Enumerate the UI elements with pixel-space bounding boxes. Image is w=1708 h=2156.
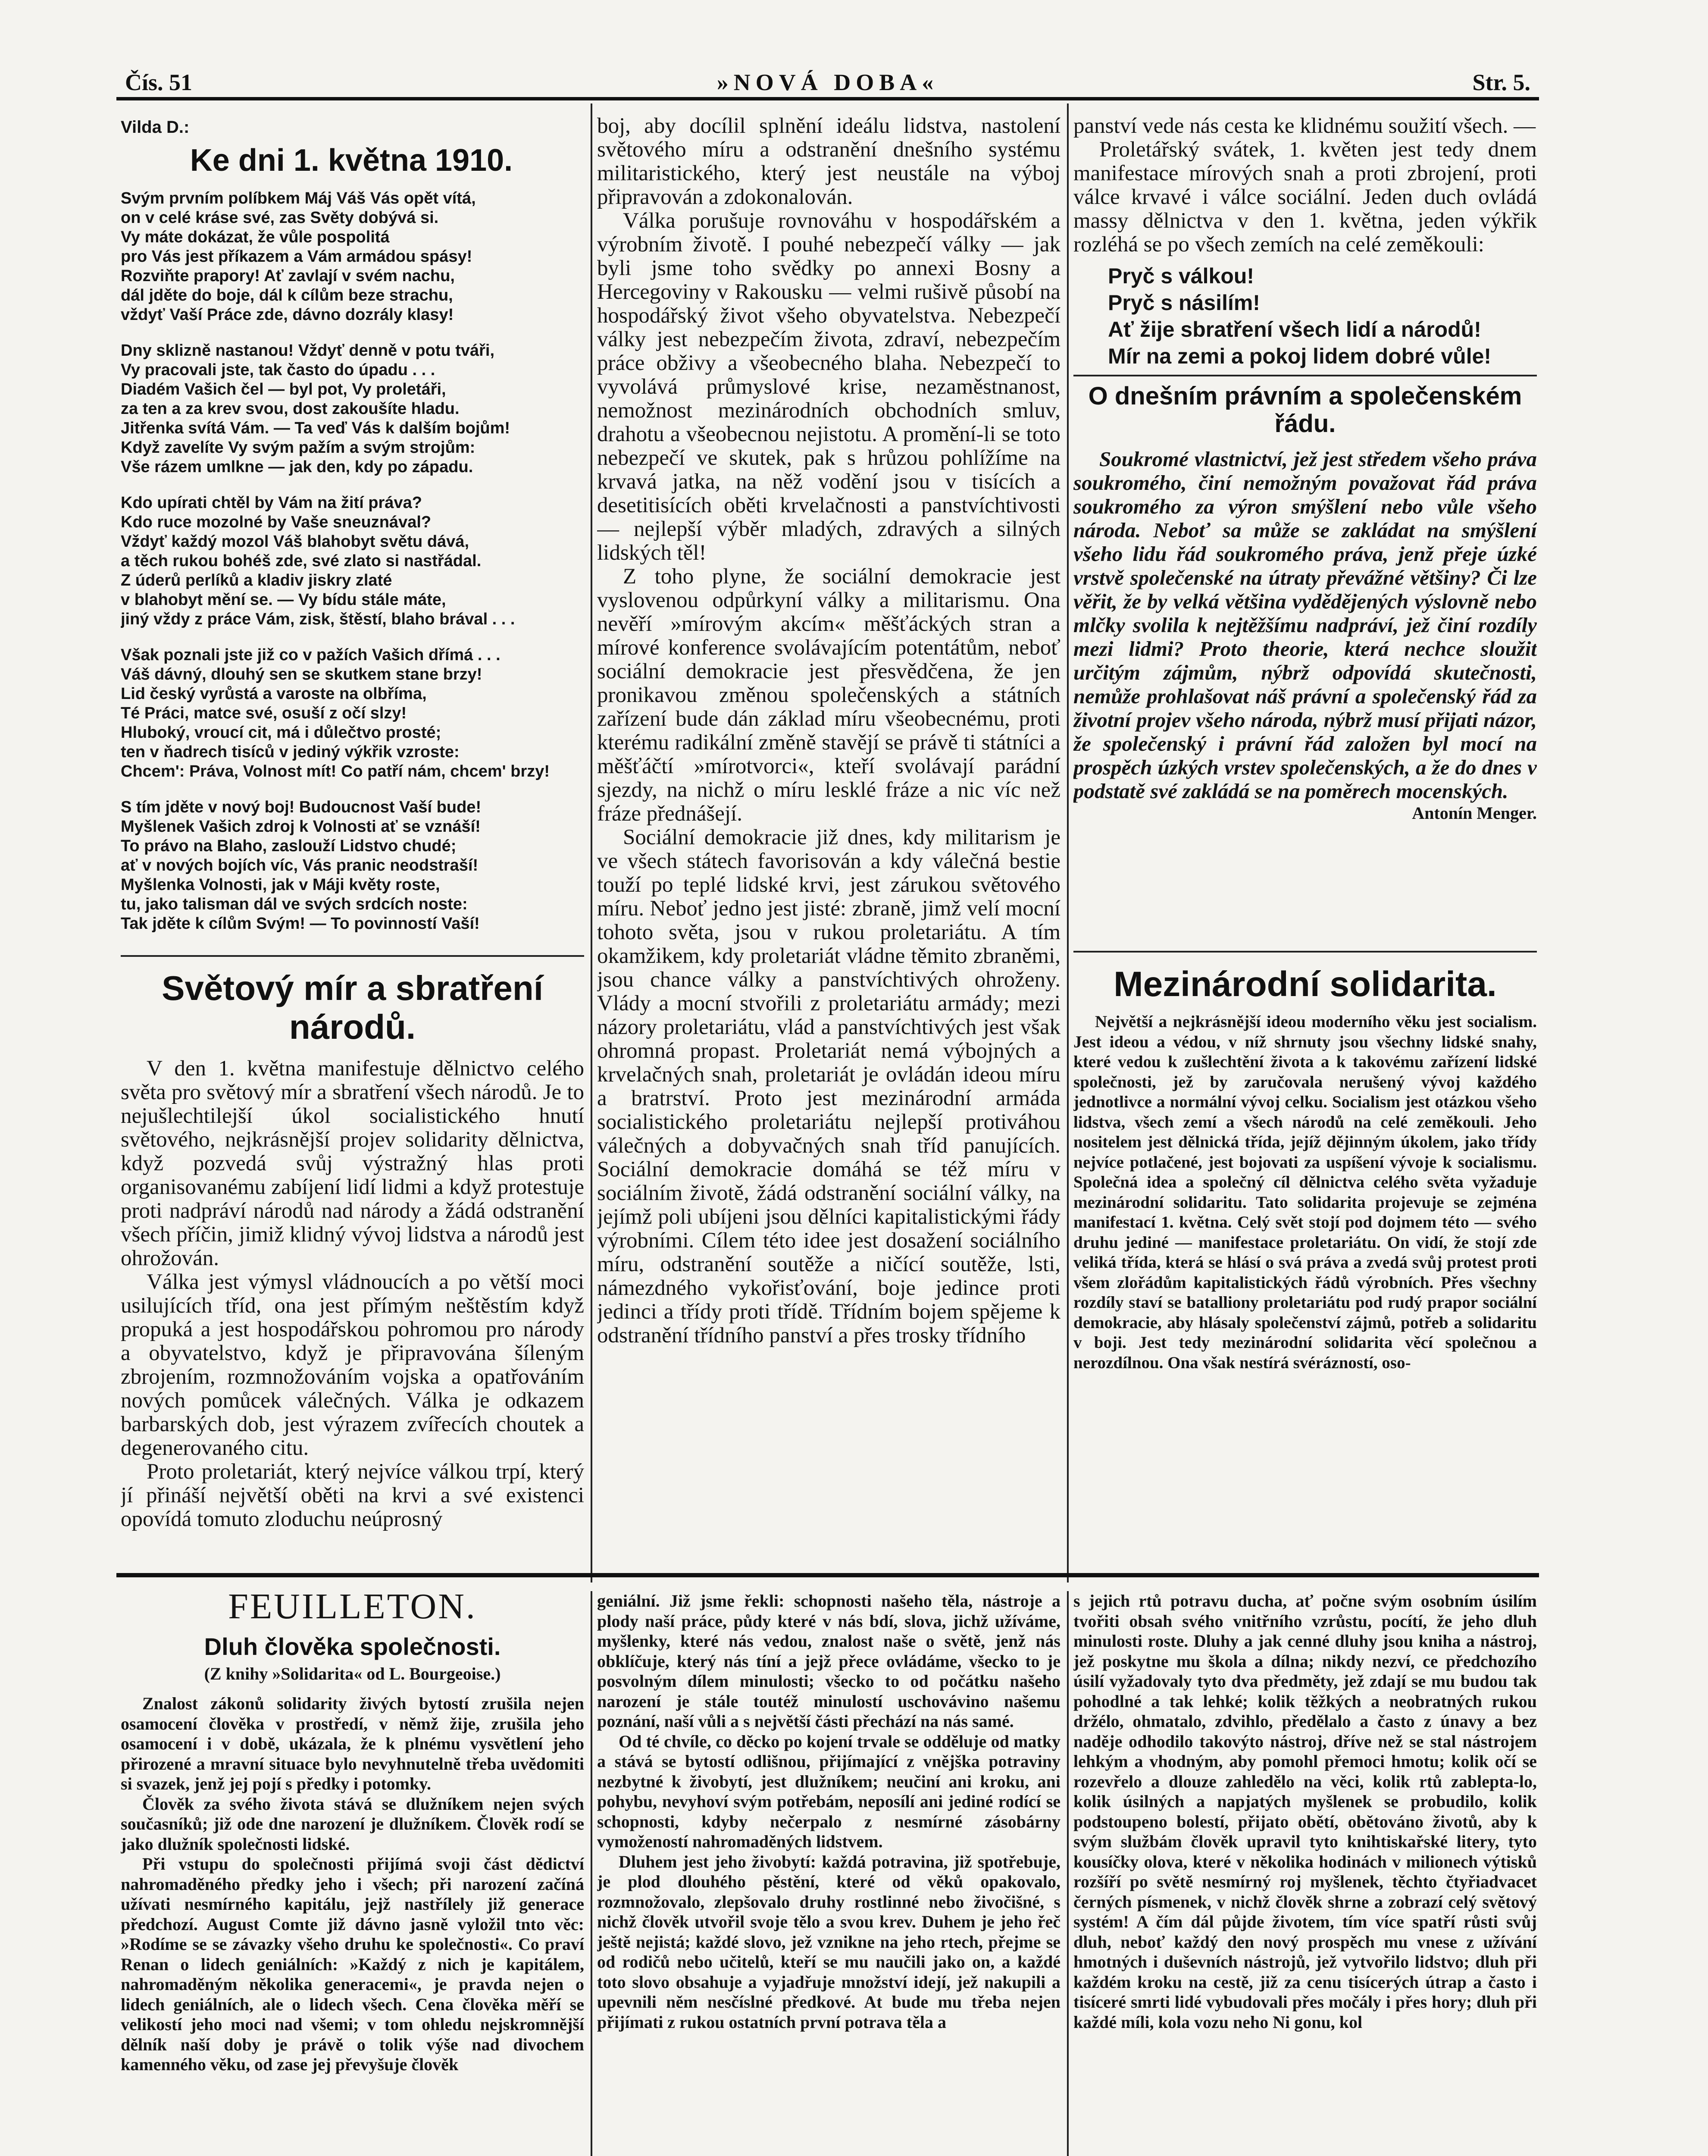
poem-title: Ke dni 1. května 1910. bbox=[190, 143, 513, 178]
article-title: Světový mír a sbratření národů. bbox=[162, 969, 543, 1046]
feuilleton-body bbox=[121, 1694, 584, 2075]
column-rule bbox=[1067, 103, 1069, 1583]
poem-line: Když zavelíte Vy svým pažím a svým strojům: bbox=[121, 439, 475, 457]
poem-line: Rozviňte prapory! Ať zavlají v svém nachu, bbox=[121, 267, 455, 285]
article-continuation-2 bbox=[1073, 114, 1537, 946]
poem-line: Chcem': Práva, Volnost mít! Co patří nám, chcem' brzy! bbox=[121, 762, 550, 780]
feuilleton-col-1 bbox=[121, 1583, 584, 2156]
poem-body bbox=[121, 189, 582, 934]
poem-line: tu, jako talisman dál ve svých srdcích noste: bbox=[121, 895, 468, 913]
poem-line: jiný vždy z práce Vám, zisk, štěstí, blaho brával . . . bbox=[121, 610, 515, 628]
page-header bbox=[125, 69, 1530, 99]
issue-number: Čís. 51 bbox=[125, 69, 193, 95]
column-rule bbox=[591, 103, 592, 1583]
poem-stanza bbox=[121, 798, 582, 934]
paragraph: Dluhem jest jeho živobytí: každá potravina, již spotřebuje, je plod dlouhého pěstění, které od věků opakovalo, rozmnožovalo, zlepšovalo druhy rostlinné nebo živočišné, s nichž člověk utvořil svoje tělo a svou krev. Duhem je jeho řeč ještě nejistá; každé slovo, jež vznikne na jeho rtech, přejme se od rodičů nebo učitelů, kteří se mu naučili jako on, a každé toto slovo obsahuje a vyjadřuje množství idejí, jež nakupili a upevnili něm nesčíslné předkové. At bude mu třeba nejen přijímati z rukou ostatních první potrava těla a bbox=[597, 1852, 1060, 2032]
poem-line: Lid český vyrůstá a varoste na olbříma, bbox=[121, 685, 427, 703]
poem-line: Vy máte dokázat, že vůle pospolitá bbox=[121, 228, 390, 246]
paragraph: Největší a nejkrásnější ideou moderního věku jest socialism. Jest ideou a védou, v níž shrnuty jsou všechny lidské snahy, které vedou k zušlechtění života a k takovému zařízení lidské společnosti, jež by zaručovala nerušený vývoj každého jednotlivce a normální vývoj celku. Socialism jest otázkou všeho lidstva, všech zemí a všech národů na celé zeměkouli. Jeho nositelem jest dělnická třída, jejíž dějinným úkolem, jako třídy nejvíce potlačené, jest bojovati za uspíšení vývoje k socialismu. Společná idea a společný cíl dělnictva celého světa vyžaduje mezinárodní solidaritu. Tato solidarita projevuje se zejména manifestací 1. května. Celý svět stojí pod dojmem této — svého druhu jediné — manifestace proletariátu. On vidí, že stojí zde veliká třída, která se hlásí o svá práva a zvedá svůj protest proti všem zlořádům kapitalistických řádů výrobních. Přes všechny rozdíly staví se batalliony proletariátu pod rudý prapor sociální demokracie, aby hlásaly společenství zájmů, potřeb a solidaritu v boji. Jest tedy mezinárodní solidarita věcí společnou a nerozdílnou. Ona však nestírá svérázností, oso- bbox=[1073, 1012, 1537, 1372]
quote-text: Soukromé vlastnictví, jež jest středem všeho práva soukromého, činí nemožným považovat řád práva soukromého za výron smýšlení nebo vůle všeho národa. Neboť sa může se zakládat na smýšlení všeho lidu řád soukromého práva, jenž přeje úzké vrstvě společenské na útraty převážné většiny? Či lze věřit, že by velká většina vydědějených výslovně nebo mlčky svolila k nejtěžšímu nadpráví, jež činí rozdíly mezi lidmi? Proto theorie, která nechce sloužit určitým zájmům, nýbrž odpovídá skutečnosti, nemůže prohlašovat náš právní a společenský řád za životní projev všeho národa, nýbrž musí přijati názor, že společenský i právní řád založen byl mocí na prospěch úzkých vrstev společenských, a že do dnes v podstatě své zakládá se na poměrech mocenských. bbox=[1073, 447, 1537, 803]
poem-line: Diadém Vašich čel — byl pot, Vy proletáři, bbox=[121, 380, 446, 398]
poem-line: v blahobyt mění se. — Vy bídu stále máte, bbox=[121, 591, 446, 609]
poem-line: Myšlenek Vašich zdroj k Volnosti ať se vznáší! bbox=[121, 818, 481, 836]
feuilleton-body bbox=[597, 1591, 1060, 2032]
column-rule bbox=[591, 1591, 592, 2156]
paragraph: V den 1. května manifestuje dělnictvo celého světa pro světový mír a sbratření všech národů. Je to nejušlechtilejší úkol socialistického hnutí světového, nejkrásnější projev solidarity dělnictva, když pozvedá svůj výstražný hlas proti organisovanému zabíjení lidí lidmi a když protestuje proti nadpráví národů nad národy a žádá odstranění všech příčin, jimiž klidný vývoj lidstva a národů jest ohrožován. bbox=[121, 1056, 584, 1270]
poem-line: za ten a za krev svou, dost zakoušíte hladu. bbox=[121, 400, 460, 418]
feuilleton-source: (Z knihy »Solidarita« od L. Bourgeoise.) bbox=[204, 1664, 501, 1683]
paragraph: boj, aby docílil splnění ideálu lidstva, nastolení světového míru a odstranění dnešního systému militaristického, který jest neustále na výboj připravován a zdokonalován. bbox=[597, 114, 1060, 209]
poem-line: Hluboký, vroucí cit, má i důlečtvo prosté; bbox=[121, 724, 441, 742]
poem-line: ten v ňadrech tisíců v jediný výkřik vzroste: bbox=[121, 743, 460, 761]
poem-line: Kdo upírati chtěl by Vám na žití práva? bbox=[121, 494, 422, 512]
page-number: Str. 5. bbox=[1472, 69, 1530, 95]
quote-author: Antonín Menger. bbox=[1412, 803, 1537, 823]
article-title: Mezinárodní solidarita. bbox=[1114, 965, 1497, 1004]
poem-stanza bbox=[121, 493, 582, 629]
poem-line: Té Práci, matce své, osuší z očí slzy! bbox=[121, 704, 407, 722]
poem-line: vždyť Vaší Práce zde, dávno dozrály klasy! bbox=[121, 306, 454, 324]
poem-line: Však poznali jste již co v pažích Vašich dřímá . . . bbox=[121, 646, 501, 664]
paragraph: Znalost zákonů solidarity živých bytostí zrušila nejen osamocení člověka v prostředí, v němž žije, zrušila jeho osamocení i v době, ukázala, že k plnému vysvětlení jeho přirozené a mravní situace bylo nevyhnutelně třeba uvědomiti si svazek, jenž jej pojí s předky i potomky. bbox=[121, 1694, 584, 1793]
article-solidarity bbox=[1073, 959, 1537, 1567]
poem-stanza bbox=[121, 646, 582, 781]
paragraph: Člověk za svého života stává se dlužníkem nejen svých současníků; již ode dne narození je dlužníkem. Člověk rodí se jako dlužník společnosti lidské. bbox=[121, 1794, 584, 1854]
paragraph: Při vstupu do společnosti přijímá svoji část dědictví nahromaděného předky jeho i všech; při narození začíná užívati nesmírného kapitálu, jejž nastřílely již generace předchozí. August Comte již dávno jasně vyložil tnto věc: »Rodíme se se závazky všeho druhu ke společnosti«. Co praví Renan o lidech geniálních: »Každý z nich je kapitálem, nahromaděným několika generacemi«, je pravda nejen o lidech geniálních, ale o lidech všech. Cena člověka měří se velikostí jeho moci nad všemi; v tom ohledu nejskromnější dělník naší doby je právě o tolik výše nad divochem kamenného věku, od zase jej převyšuje člověk bbox=[121, 1854, 584, 2074]
poem-line: on v celé kráse své, zas Světy dobývá si. bbox=[121, 209, 439, 227]
paragraph: Z toho plyne, že sociální demokracie jest vyslovenou odpůrkyní války a militarismu. Ona nevěří »mírovým akcím« měšťáckých stran a mírové konference svolávajícím potentátům, neboť sociální demokracie jest přesvědčena, že jen pronikavou změnou společenských a státních zařízení bude dán základ míru všeobecnému, proti kterému radikální změně stavějí se právě ti státníci a měšťáčtí »mírotvorci«, kteří svolávají parádní sjezdy, na nichž o míru lesklé fráze a nic víc než fráze přednášejí. bbox=[597, 564, 1060, 826]
article-continuation bbox=[597, 114, 1060, 1572]
paragraph: panství vede nás cesta ke klidnému soužití všech. — bbox=[1073, 114, 1536, 138]
paragraph: Od té chvíle, co děcko po kojení trvale se odděluje od matky a stává se bytostí odlišnou, přijímající z vnějška potraviny nezbytné k živobytí, jest dlužníkem; neučiní ani kroku, ani pohybu, nevyhoví svým potřebám, neposílí ani jediné rodící se schopnosti, kdyby nečerpalo z nesmírné zásobárny vymožeností nahromaděných lidstvem. bbox=[597, 1731, 1060, 1851]
article-body bbox=[1073, 114, 1537, 257]
poem-line: Vždyť každý mozol Váš blahobyt světu dává, bbox=[121, 533, 469, 551]
section-title: O dnešním právním a společenském řádu. bbox=[1088, 382, 1522, 438]
poem-line: Kdo ruce mozolné by Vaše sneuznával? bbox=[121, 513, 432, 531]
feuilleton-separator bbox=[116, 1573, 1539, 1577]
poem-line: Myšlenka Volnosti, jak v Máji květy roste, bbox=[121, 876, 440, 894]
column-rule bbox=[1067, 1591, 1069, 2156]
poem-line: Vy pracovali jste, tak často do úpadu . . . bbox=[121, 361, 435, 379]
section-rule bbox=[1073, 951, 1537, 953]
article-body bbox=[597, 114, 1060, 1348]
feuilleton-body bbox=[1073, 1591, 1537, 2032]
article-world-peace bbox=[121, 964, 584, 1567]
poem-line: Tak jděte k cílům Svým! — To povinností Vaší! bbox=[121, 915, 480, 933]
paragraph: Válka porušuje rovnováhu v hospodářském a výrobním životě. I pouhé nebezpečí války — jak byli jsme toho svědky po annexi Bosny a Hercegoviny v Rakousku — velmi rušivě působí na hospodářský život všeho obyvatelstva. Nebezpečí války jest nebezpečím života, zdraví, nebezpečím práce obživy a všeobecného blaha. Nebezpečí to vyvolává průmyslové krise, nezaměstnanost, nemožnost mezinárodních obchodních smluv, drahotu a všeobecnou nejistotu. A promění-li se toto nebezpečí ve skutek, pak s hrůzou pohlížíme na krvavá jatka, na něž vodění jsou v tisících a desetitisících oběti krvelačnosti a panstvíchtivosti — nejlepší výběr mladých, zdravých a silných lidských těl! bbox=[597, 209, 1060, 565]
masthead: »NOVÁ DOBA« bbox=[716, 69, 939, 95]
poem-line: ať v nových bojích víc, Vás pranic neodstraší! bbox=[121, 856, 479, 874]
poem-line: Vše rázem umlkne — jak den, kdy po západu. bbox=[121, 458, 473, 476]
poem-line: To právo na Blaho, zaslouží Lidstvo chudé; bbox=[121, 837, 457, 855]
feuilleton-title: Dluh člověka společnosti. bbox=[204, 1633, 501, 1660]
poem-line: S tím jděte v nový boj! Budoucnost Vaší bude! bbox=[121, 798, 482, 816]
poem-line: a těch rukou bohéš zde, své zlato si nastřádal. bbox=[121, 552, 482, 570]
poem-line: Jitřenka svítá Vám. — Ta veď Vás k dalším bojům! bbox=[121, 419, 510, 437]
poem-stanza bbox=[121, 341, 582, 477]
poem-line: pro Vás jest příkazem a Vám armádou spásy! bbox=[121, 248, 472, 266]
feuilleton-col-3 bbox=[1073, 1591, 1537, 2156]
poem-line: Z úderů perlíků a kladiv jiskry zlaté bbox=[121, 571, 392, 589]
feuilleton-col-2 bbox=[597, 1591, 1060, 2156]
section-rule bbox=[121, 955, 584, 957]
slogan: Ať žije sbratření všech lidí a národů! bbox=[1108, 317, 1481, 342]
poem-line: Svým prvním políbkem Máj Váš Vás opět vítá, bbox=[121, 189, 476, 207]
article-body bbox=[1073, 1012, 1537, 1373]
poem-stanza bbox=[121, 189, 582, 325]
slogan: Pryč s násilím! bbox=[1108, 291, 1260, 315]
poem-line: Váš dávný, dlouhý sen se skutkem stane brzy! bbox=[121, 665, 482, 683]
paragraph: Proto proletariát, který nejvíce válkou trpí, který jí přináší největší oběti na krvi a své existenci opovídá tomuto zloduchu neúprosný bbox=[121, 1460, 584, 1531]
header-rule bbox=[116, 97, 1539, 100]
feuilleton-label: FEUILLETON. bbox=[228, 1586, 477, 1626]
slogan: Pryč s válkou! bbox=[1108, 264, 1254, 288]
paragraph: Válka jest výmysl vládnoucích a po větší moci usilujících tříd, ona jest přímým neštěstím když propuká a jest hospodářskou pohromou pro národy a obyvatelstvo, když je připravována šíleným zbrojením, rozmnožováním vojska a opatřováním nových pomůcek válečných. Válka je odkazem barbarských dob, jest výrazem zvířecích choutek a degenerovaného citu. bbox=[121, 1270, 584, 1460]
poem-line: dál jděte do boje, dál k cílům beze strachu, bbox=[121, 286, 453, 304]
quote bbox=[1073, 447, 1537, 803]
poem-author: Vilda D.: bbox=[121, 118, 190, 137]
section-rule bbox=[1073, 375, 1537, 376]
poem-line: Dny sklizně nastanou! Vždyť denně v potu tváři, bbox=[121, 342, 495, 360]
slogans bbox=[1073, 263, 1537, 370]
paragraph: s jejich rtů potravu ducha, ať počne svým osobním úsilím tvořiti obsah svého vnitřního vzrůstu, pocítí, že jeho dluh minulosti roste. Dluhy a jak cenné dluhy jsou kniha a nástroj, jež poskytne mu škola a dílna; nikdy nezví, ce předchozího úsilí vyžadovaly tyto dva předměty, jež zdají se mu budou tak pohodlné a tak lehké; kolik těžkých a neobratných rukou držélo, ohmatalo, zdvihlo, předělalo a často z únavy a bez naděje odhodilo takovýto nástroj, dříve než se stal nástrojem lehkým a vhodným, aby pomohl přemoci hmotu; kolik očí se rozevřelo a dlouze zahledělo na věci, kolik rtů zablepta-lo, kolik úsilných a napjatých myšlenek se probudilo, kolik podstoupeno bolestí, přijato obětí, obětováno životů, aby k svým službám člověk upravil tyto knihtiskařské litery, tyto kousíčky olova, které v několika hodinách v milionech výtisků rozšíří po světě nesmírný roj myšlenek, těchto čtyřiadvacet černých písmenek, v nichž člověk shrne a zobrazí celý světový systém! A čím dál půjde životem, tím více spatří růsti svůj dluh, neboť každý den nový prospěch mu vnese z užívání hmotných i duševních nástrojů, jež vytvořilo lidstvo; dluh při každém kroku na cestě, již za cenu tisícerých útrap a často i tisíceré smrti lidé vybudovali přes močály i přes hory; dluh při každé míli, kola vozu neho Ni gonu, kol bbox=[1073, 1591, 1537, 2032]
paragraph: geniální. Již jsme řekli: schopnosti našeho těla, nástroje a plody naší práce, půdy které v nás bdí, slova, jichž užíváme, myšlenky, které nás vedou, znalost naše o světě, jenž nás obklíčuje, který nás tíní a jejž přece ovládáme, všecko to je posvolným dílem minulosti; všecko to od počátku našeho narození je stále toutéž minulostí uschovávino našemu poznání, naší vůli a s největší části přechází na nás samé. bbox=[597, 1591, 1060, 1731]
paragraph: Sociální demokracie již dnes, kdy militarism je ve všech státech favorisován a kdy válečná bestie touží po teplé lidské krvi, jest zárukou světového míru. Neboť jedno jest jisté: zbraně, jimž velí mocní tohoto světa, jsou v rukou proletariátu. A tím okamžikem, kdy proletariát vládne těmito zbraněmi, jsou chance války a panstvíchtivých ohroženy. Vlády a mocní stvořili z proletariátu armády; mezi názory proletariátu, vlád a panstvíchtivých jest však ohromná propast. Proletariát nemá výbojných a krvelačných snah, proletariát je ovládán ideou míru a bratrství. Proto jest mezinárodní armáda socialistického proletariátu nejlepší protiváhou válečných a dobyvačných snah tříd panujících. Sociální demokracie domáhá se též míru v sociálním životě, žádá odstranění sociální války, na jejímž poli ubíjeni jsou dělníci kapitalistickými řády výrobními. Cílem této idee jest dosažení sociálního míru, odstranění soutěže a ničící soutěže, lsti, námezdného vykořisťování, boje jedince proti jedinci a třídy proti třídě. Třídním bojem spějeme k odstranění třídního panství a přes trosky třídního bbox=[597, 825, 1060, 1348]
article-body bbox=[121, 1057, 584, 1531]
slogan: Mír na zemi a pokoj lidem dobré vůle! bbox=[1108, 344, 1492, 368]
poem-section bbox=[121, 116, 582, 944]
paragraph: Proletářský svátek, 1. květen jest tedy dnem manifestace mírových snah a proti zbrojení, proti válce krvavé i válce sociální. Jeden duch ovládá massy dělnictva v den 1. května, jeden výkřik rozléhá se po všech zemích na celé zeměkouli: bbox=[1073, 138, 1537, 257]
